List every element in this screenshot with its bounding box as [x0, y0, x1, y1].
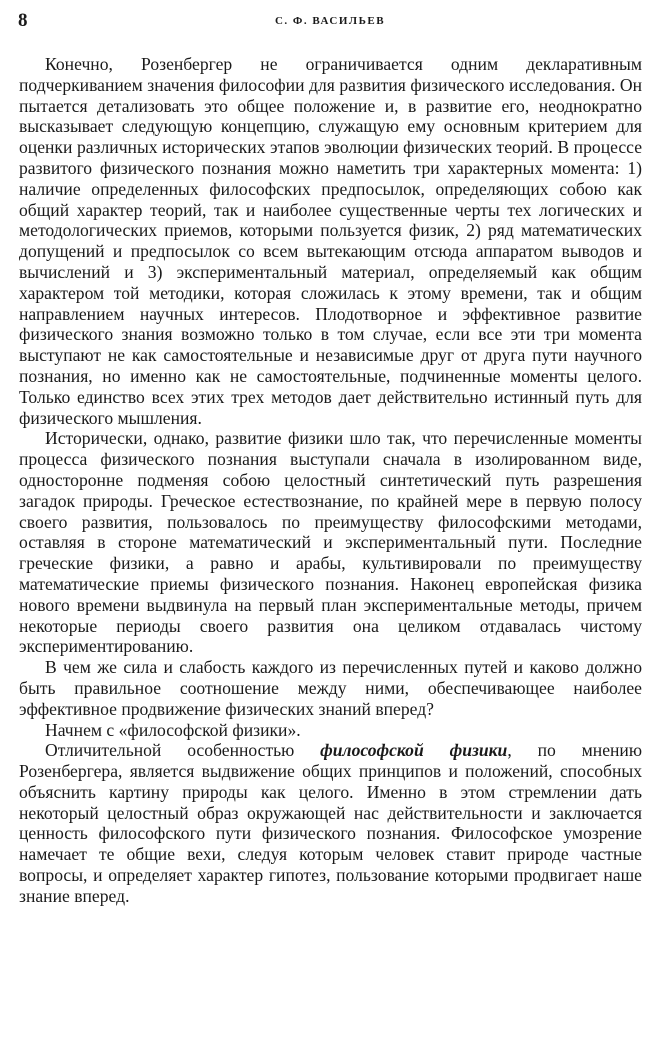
paragraph-text: , по мнению Розенбергера, является выдвижение общих принципов и положений, способных объяснить картину природы как целого. Именно в этом стремлении дать некоторый целостный образ окружающей нас действительности и заключается ценность философского пути физического познания. Философское умозрение намечает те общие вехи, следуя которым человек ставит природе частные вопросы, и определяет характер гипотез, пользование которыми продвигает наше знание вперед.: [19, 740, 642, 906]
paragraph: Конечно, Розенбергер не ограничивается одним декларативным подчеркиванием значения философии для развития физического исследования. Он пытается детализовать это общее положение и, в развитие его, неоднократно высказывает следующую концепцию, служащую ему основным критерием для оценки различных исторических этапов эволюции физических теорий. В процессе развитого физического познания можно наметить три характерных момента: 1) наличие определенных философских предпосылок, определяющих собою как общий характер теорий, так и наиболее существенные черты тех логических и методологических приемов, которыми пользуется физик, 2) ряд математических допущений и предпосылок со всем вытекающим отсюда аппаратом выводов и вычислений и 3) экспериментальный материал, определяемый как общим характером той методики, которая сложилась к этому времени, так и общим направлением научных интересов. Плодотворное и эффективное развитие физического знания возможно только в том случае, если все эти три момента выступают не как самостоятельные и независимые друг от друга пути научного познания, но именно как не самостоятельные, подчиненные моменты целого. Только единство всех этих трех методов дает действительно истинный путь для физического мышления.: [19, 54, 642, 428]
paragraph: Начнем с «философской физики».: [45, 719, 301, 740]
body-text: [19, 54, 642, 907]
running-head-author: С. Ф. ВАСИЛЬЕВ: [274, 15, 386, 27]
page-number: 8: [18, 10, 28, 31]
paragraph: В чем же сила и слабость каждого из перечисленных путей и каково должно быть правильное соотношение между ними, обеспечивающее наиболее эффективное продвижение физических знаний вперед?: [19, 657, 642, 719]
paragraph-text: Отличительной особенностью: [45, 740, 321, 761]
paragraph: Исторически, однако, развитие физики шло так, что перечисленные моменты процесса физического познания выступали сначала в изолированном виде, односторонне подменяя собою целостный синтетический путь разрешения загадок природы. Греческое естествознание, по крайней мере в первую полосу своего развития, пользовалось по преимуществу философскими методами, оставляя в стороне математический и экспериментальный пути. Последние греческие физики, а равно и арабы, культивировали по преимуществу математические приемы физического познания. Наконец европейская физика нового времени выдвинула на первый план экспериментальные методы, причем некоторые периоды своего развития она целиком отдавалась чистому экспериментированию.: [19, 428, 642, 657]
paragraph: [19, 740, 642, 906]
page-header: [18, 10, 642, 34]
emphasized-term: философской физики: [320, 740, 508, 761]
